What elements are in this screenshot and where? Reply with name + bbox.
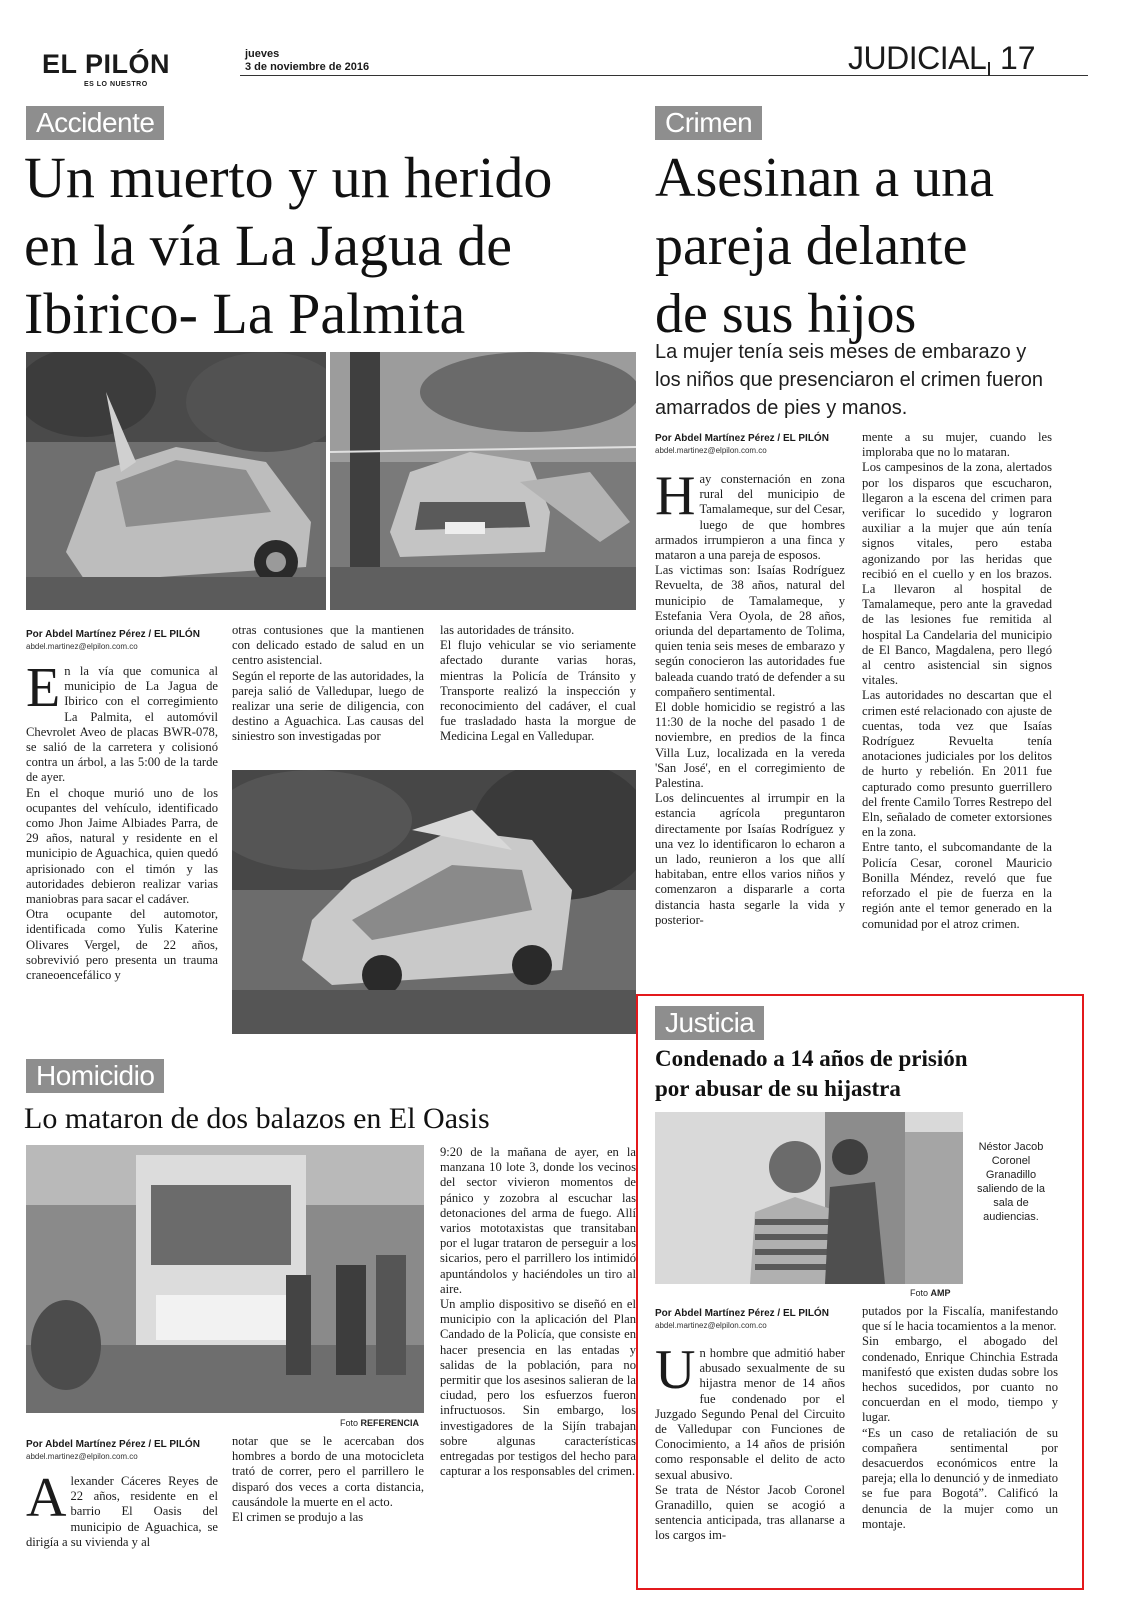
kicker-accidente: Accidente	[26, 106, 164, 140]
paragraph: 9:20 de la mañana de ayer, en la manzana 10 lote 3, donde los vecinos del sector vivieron momentos de pánico y zozobra al escuchar las detonaciones del arma de fuego. Allí varios mototaxistas que transitaban por el lugar trataron de perseguir a los sicarios, pero el parrillero los intimidó apuntándolos y haciéndoles un tiro al aire.	[440, 1145, 636, 1296]
article-column	[232, 1434, 424, 1584]
paragraph: Se trata de Néstor Jacob Coronel Granadillo, quien se acogió a sentencia anticipada, tras allanarse a los cargos im-	[655, 1482, 845, 1543]
headline-line: Asesinan a una	[655, 147, 995, 209]
credit-label: Foto	[910, 1288, 929, 1298]
headline-line: Condenado a 14 años de prisión	[655, 1046, 968, 1071]
subtitle-crimen	[655, 338, 1095, 422]
defendant-photo	[655, 1112, 963, 1284]
headline-line: de sus hijos	[655, 283, 917, 345]
paragraph: mente a su mujer, cuando les imploraba que no lo mataran.	[862, 430, 1052, 460]
headline-justicia	[655, 1044, 1075, 1104]
byline-email-homicidio: abdel.martinez@elpilon.com.co	[26, 1452, 138, 1461]
section-name: JUDICIAL	[848, 40, 987, 76]
byline-crimen: Por Abdel Martínez Pérez / EL PILÓN	[655, 433, 829, 444]
paragraph: Alexander Cáceres Reyes de 22 años, residente en el barrio El Oasis del municipio de Aguachica, se dirigía a su vivienda y al	[26, 1474, 218, 1549]
headline-line: Un muerto y un herido	[24, 145, 553, 210]
paragraph: Las victimas son: Isaías Rodríguez Revuelta, de 38 años, natural del municipio de Tamalameque, y Estefania Vera Oyola, de 28 años, oriunda del departamento de Tolima, quien tenia seis meses de embarazo y según conocieron las autoridades fue baleada cuando trató de defender a su compañero sentimental.	[655, 563, 845, 699]
credit-name: AMP	[930, 1288, 951, 1298]
paragraph: Según el reporte de las autoridades, la pareja salió de Valledupar, luego de realizar una serie de diligencia, con destino a Aguachica. Las causas del siniestro son investigadas por	[232, 668, 424, 744]
photo-credit-justicia	[910, 1288, 951, 1298]
issue-date	[245, 48, 369, 74]
paragraph: El crimen se produjo a las	[232, 1510, 364, 1525]
photo-caption-justicia: Néstor Jacob Coronel Granadillo saliendo de la sala de audiencias.	[977, 1141, 1045, 1223]
article-column	[862, 1304, 1058, 1582]
article-column	[26, 664, 218, 1034]
paragraph: Hay consternación en zona rural del municipio de Tamalameque, sur del Cesar, luego de que hombres armados irrumpieron a una finca y mataron a una pareja de esposos.	[655, 472, 845, 563]
paragraph: Los campesinos de la zona, alertados por los disparos que escucharon, llegaron a la escena del crimen para verificar lo sucedido y lograron auxiliar a la mujer que aún tenía signos vitales, pero estaba agonizando por las heridas que recibió en el cuello y en los brazos. La llevaron al hospital de Tamalameque, pero ante la gravedad de las lesiones fue remitida al hospital La Candelaria del municipio de El Banco, Magdalena, pero llegó al centro asistencial sin signos vitales.	[862, 460, 1052, 688]
paragraph: El flujo vehicular se vio seriamente afectado durante varias horas, mientras la Policía de Tránsito y Transporte realizó la inspección y reconocimiento del cadáver, el cual fue trasladado hasta la morgue de Medicina Legal en Valledupar.	[440, 638, 636, 744]
newspaper-logo: EL PILÓN	[42, 49, 171, 79]
paragraph: Un hombre que admitió haber abusado sexualmente de su hijastra menor de 14 años fue condenado por el Juzgado Segundo Penal del Circuito de Valledupar con Funciones de Conocimiento, a 14 años de prisión como responsable el delito de acto sexual abusivo.	[655, 1346, 845, 1482]
crashed-car-photo-1	[26, 352, 326, 610]
article-column	[26, 1474, 218, 1584]
photo-credit-homicidio	[340, 1418, 419, 1428]
paragraph: las autoridades de tránsito.	[440, 623, 575, 637]
headline-line: en la vía La Jagua de	[24, 213, 512, 278]
byline-justicia: Por Abdel Martínez Pérez / EL PILÓN	[655, 1308, 829, 1319]
article-column	[232, 623, 424, 763]
paragraph: Los delincuentes al irrumpir en la estancia agrícola preguntaron directamente por Isaías Rodríguez y una vez lo identificaron lo echaron a un lado, reunieron a los que allí habitaban, entre ellos varios niños y comenzaron a dispararle a corta distancia hasta segarle la vida y posterior-	[655, 791, 845, 927]
article-column	[440, 623, 636, 763]
paragraph: Sin embargo, el abogado del condenado, Enrique Chinchia Estrada manifestó que existen dudas sobre los hechos sucedidos, por cuanto no concuerdan en el modo, tiempo y lugar.	[862, 1334, 1058, 1425]
article-column	[655, 472, 845, 980]
subtitle-line: los niños que presenciaron el crimen fueron	[655, 369, 1043, 391]
article-column	[655, 1346, 845, 1582]
headline-crimen	[655, 144, 1095, 348]
subtitle-line: amarrados de pies y manos.	[655, 397, 908, 419]
crime-scene-photo	[26, 1145, 424, 1413]
byline-email-crimen: abdel.martinez@elpilon.com.co	[655, 446, 767, 455]
paragraph: notar que se le acercaban dos hombres a bordo de una motocicleta trató de correr, pero el parrillero le disparó dos veces a corta distancia, causándole la muerte en el acto.	[232, 1434, 424, 1509]
kicker-justicia: Justicia	[655, 1006, 764, 1040]
logo-tagline: ES LO NUESTRO	[84, 81, 148, 88]
byline-email-justicia: abdel.martinez@elpilon.com.co	[655, 1321, 767, 1330]
headline-line: pareja delante	[655, 215, 968, 277]
paragraph: El doble homicidio se registró a las 11:30 de la noche del pasado 1 de noviembre, en predios de la finca Villa Luz, localizada en la vereda 'San José', en el corregimiento de Palestina.	[655, 700, 845, 791]
article-column	[440, 1145, 636, 1585]
headline-accidente	[24, 144, 634, 348]
paragraph: putados por la Fiscalía, manifestando que sí le hacia tocamientos a la menor.	[862, 1304, 1058, 1334]
article-column	[862, 430, 1052, 980]
crashed-car-photo-3	[232, 770, 636, 1034]
headline-line: por abusar de su hijastra	[655, 1076, 901, 1101]
paragraph: Un amplio dispositivo se diseñó en el municipio con la aplicación del Plan Candado de la Policía, que consiste en hacer presencia en las entadas y salidas de la población, para no permitir que los asesinos salieran de la ciudad, pero los esfuerzos fueron infructuosos. Sin embargo, los investigadores de la Sijín trabajan sobre algunas características entregadas por testigos del hecho para capturar a los responsables del crimen.	[440, 1297, 636, 1479]
issue-full-date: 3 de noviembre de 2016	[245, 61, 370, 73]
kicker-crimen: Crimen	[655, 106, 762, 140]
page-separator	[988, 62, 990, 76]
issue-day: jueves	[245, 48, 280, 60]
credit-label: Foto	[340, 1418, 359, 1428]
subtitle-line: La mujer tenía seis meses de embarazo y	[655, 341, 1027, 363]
paragraph: Entre tanto, el subcomandante de la Policía Cesar, coronel Mauricio Bonilla Méndez, reveló que fue reforzado el pie de fuerza en la región ante el temor generado en la comunidad por el atroz crimen.	[862, 840, 1052, 931]
credit-name: REFERENCIA	[360, 1418, 420, 1428]
paragraph: “Es un caso de retaliación de su compañera sentimental por desacuerdos económicos entre la pareja; ella lo denunció y de inmediato se fue para Bogotá”. Calificó la denuncia de la mujer como un montaje.	[862, 1425, 1058, 1531]
paragraph: otras contusiones que la mantienen con delicado estado de salud en un centro asistencial.	[232, 623, 424, 668]
headline-homicidio: Lo mataron de dos balazos en El Oasis	[24, 1102, 490, 1135]
paragraph: En la vía que comunica al municipio de La Jagua de Ibirico con el corregimiento La Palmita, el automóvil Chevrolet Aveo de placas BWR-078, se salió de la carretera y colisionó contra un árbol, a las 5:00 de la tarde de ayer.	[26, 664, 218, 785]
page-number: 17	[1000, 40, 1036, 76]
paragraph: En el choque murió uno de los ocupantes del vehículo, identificado como Jhon Jaime Albiades Parra, de 29 años, natural y residente en el municipio de Aguachica, quien quedó aprisionado con el timón y las autoridades debieron realizar varias maniobras para sacar el cadáver.	[26, 785, 218, 907]
paragraph: Otra ocupante del automotor, identificada como Yulis Katerine Olivares Vergel, de 22 años, sobrevivió pero presenta un trauma craneoencefálico y	[26, 907, 218, 983]
paragraph: Las autoridades no descartan que el crimen esté relacionado con ajuste de cuentas, toda vez que Isaías Rodríguez Revuelta tenía anotaciones judiciales por los delitos de hurto y rebelión. En 2011 fue capturado como presunto guerrillero del frente Camilo Torres Restrepo del Eln, señalado de cometer extorsiones en la zona.	[862, 688, 1052, 840]
headline-line: Ibirico- La Palmita	[24, 281, 466, 346]
byline-homicidio: Por Abdel Martínez Pérez / EL PILÓN	[26, 1439, 200, 1450]
crashed-car-photo-2	[330, 352, 636, 610]
kicker-homicidio: Homicidio	[26, 1059, 164, 1093]
byline-email-accidente: abdel.martinez@elpilon.com.co	[26, 642, 138, 651]
byline-accidente: Por Abdel Martínez Pérez / EL PILÓN	[26, 629, 200, 640]
